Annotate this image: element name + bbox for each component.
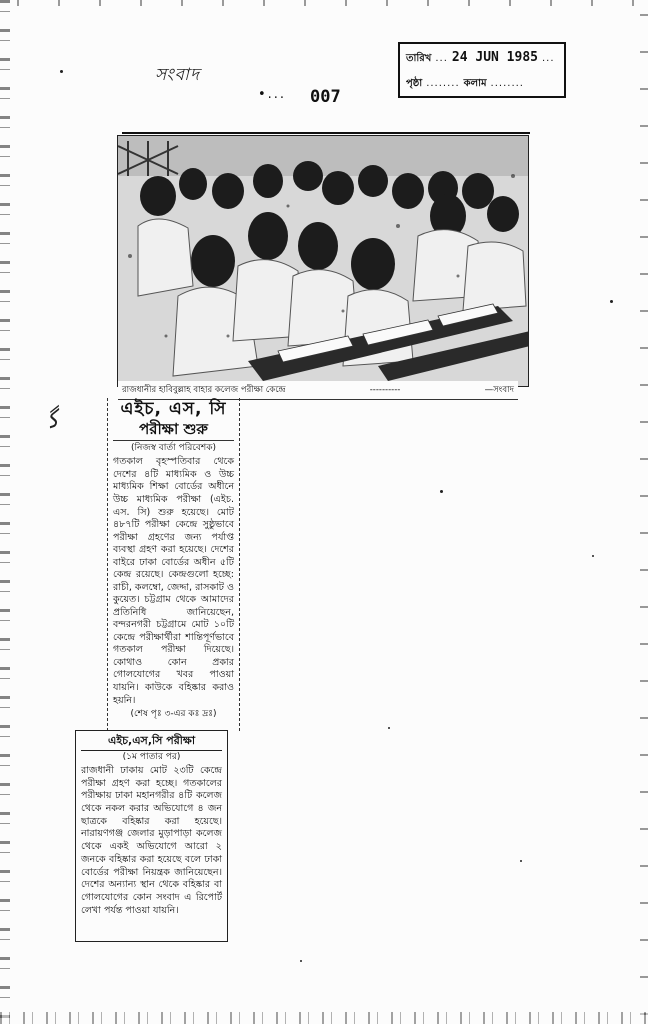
headline-line-1: এইচ, এস, সি xyxy=(120,399,227,419)
continuation-subline: (১ম পাতার পর) xyxy=(122,751,181,762)
continued-note: (শেষ পৃঃ ৩-এর কঃ দ্রঃ) xyxy=(130,709,217,720)
stamp-column-dots: ........ xyxy=(490,78,524,89)
news-article xyxy=(107,398,240,731)
continuation-body: রাজধানী ঢাকায় মোট ২৩টি কেন্দ্রে পরীক্ষা গ্রহণ করা হচ্ছে। গতকালের পরীক্ষায় ঢাকা মহানগরীর ৪টি কলেজ থেকে নকল করার অভিযোগে ৪ জন ছাত্রকে বহিষ্কার করা হয়েছে। নারায়ণগঞ্জ জেলার মুড়াপাড়া কলেজ থেকে একই অভিযোগে আরো ২ জনকে বহিষ্কার করা হয়েছে বলে ঢাকা বোর্ডের পরীক্ষা নিয়ন্ত্রক জানিয়েছেন। দেশের অন্যান্য স্থান থেকে বহিষ্কার বা গোলযোগের কোন সংবাদ এ রিপোর্ট লেখা পর্যন্ত পাওয়া যায়নি। xyxy=(81,764,222,916)
scan-speck xyxy=(592,555,594,557)
exam-hall-photo xyxy=(117,135,529,387)
scan-edge-right xyxy=(640,0,648,1024)
scan-speck xyxy=(60,70,63,73)
caption-credit: —সংবাদ xyxy=(484,385,514,395)
scan-speck xyxy=(300,960,302,962)
stamp-date-label: তারিখ xyxy=(406,53,432,64)
scan-speck xyxy=(388,727,390,729)
page-number: 007 xyxy=(310,87,341,107)
continuation-clipping xyxy=(75,730,228,942)
stamp-column-label: কলাম xyxy=(463,78,487,89)
stamp-date-value: 24 JUN 1985 xyxy=(451,50,538,65)
stamp-page-row xyxy=(406,76,524,93)
scan-speck xyxy=(440,490,443,493)
reporter-credit: (নিজস্ব বার্তা পরিবেশক) xyxy=(130,442,217,453)
continuation-headline: এইচ,এস,সি পরীক্ষা xyxy=(81,734,222,751)
scan-speck xyxy=(610,300,613,303)
caption-text: রাজধানীর হাবিবুল্লাহ বাহার কলেজ পরীক্ষা কেন্দ্রে xyxy=(122,385,286,395)
headline-line-2: পরীক্ষা শুরু xyxy=(113,420,234,441)
scan-edge-left xyxy=(0,0,10,1024)
scan-edge-top xyxy=(0,0,648,6)
margin-mark: ﮔ xyxy=(44,406,63,435)
stamp-page-label: পৃষ্ঠা xyxy=(406,78,423,89)
stamp-date-dots: ... xyxy=(435,53,448,64)
students-writing-illustration xyxy=(118,136,529,387)
stamp-page-dots: ........ xyxy=(426,78,460,89)
date-stamp xyxy=(398,42,566,98)
caption-dots: ---------- xyxy=(369,385,401,395)
scan-edge-bottom xyxy=(0,1012,648,1024)
article-body: গতকাল বৃহস্পতিবার থেকে দেশের ৪টি মাধ্যমিক ও উচ্চ মাধ্যমিক শিক্ষা বোর্ডের অধীনে উচ্চ মাধ্যমিক পরীক্ষা (এইচ. এস. সি) শুরু হয়েছে। মোট ৪৮৭টি পরীক্ষা কেন্দ্রে সুষ্ঠুভাবে পরীক্ষা গ্রহণের জন্য পর্যাপ্ত ব্যবস্থা গ্রহণ করা হয়েছে। দেশের বাইরে ঢাকা বোর্ডের অধীন ৫টি কেন্দ্র রয়েছে। কেন্দ্রগুলো হচ্ছে: রাচী, কলম্বো, জেদ্দা, রাসকাট ও কুয়েত। চট্টগ্রাম থেকে আমাদের প্রতিনিধি জানিয়েছেন, বন্দরনগরী চট্টগ্রামে মোট ১০টি কেন্দ্রে পরীক্ষার্থীরা শান্তিপূর্ণভাবে গতকাল পরীক্ষা দিয়েছে। কোথাও কোন প্রকার গোলযোগের খবর পাওয়া যায়নি। কাউকে বহিষ্কার করাও হয়নি। xyxy=(113,456,234,706)
stamp-date-dots-after: ... xyxy=(541,53,555,64)
clipping-top-rule xyxy=(122,132,530,134)
page-number-dots: •... xyxy=(258,87,287,102)
handwritten-source-label: সংবাদ xyxy=(155,65,200,85)
stamp-date-row xyxy=(406,50,555,68)
scan-speck xyxy=(520,860,522,862)
